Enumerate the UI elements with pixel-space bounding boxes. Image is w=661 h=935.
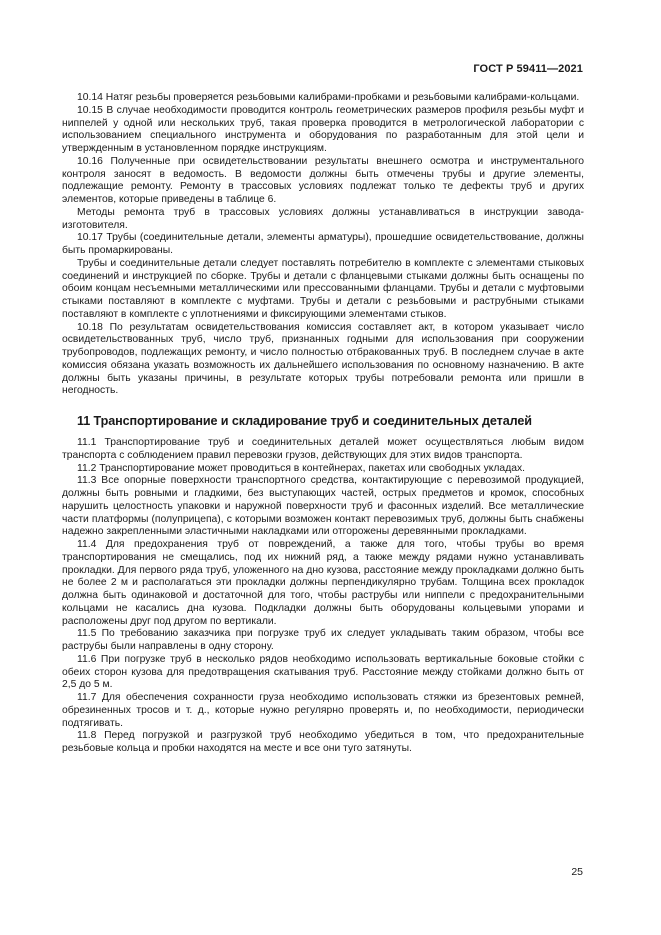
paragraph-11-7: 11.7 Для обеспечения сохранности груза необходимо использовать стяжки из брезентовых ремней, обрезиненных тросов и т. д., которые нужно регулярно проверять и, по необходимости, периодически подтягивать. <box>62 692 584 729</box>
paragraph-11-5: 11.5 По требованию заказчика при погрузке труб их следует укладывать таким образом, чтобы все раструбы были направлены в одну сторону. <box>62 628 584 652</box>
section-11-title: 11 Транспортирование и складирование труб и соединительных деталей <box>77 414 532 428</box>
paragraph-11-4: 11.4 Для предохранения труб от повреждений, а также для того, чтобы трубы во время транспортирования не смещались, под их нижний ряд, а также между рядами нужно устанавливать прокладки. Для первого ряда труб, уложенного на дно кузова, расстояние между прокладками должно быть не более 2 м и располагаться эти прокладки должны перпендикулярно трубам. Толщина всех прокладок должна быть одинаковой и достаточной для того, чтобы раструбы или ниппели с предохранительными кольцами не касались дна кузова. Подкладки должны быть оборудованы кольцевыми упорами и расположены друг под другом по вертикали. <box>62 539 584 627</box>
paragraph-11-2: 11.2 Транспортирование может проводиться в контейнерах, пакетах или свободных укладах. <box>77 462 526 474</box>
document-code: ГОСТ Р 59411—2021 <box>473 63 583 75</box>
paragraph-10-18: 10.18 По результатам освидетельствования комиссия составляет акт, в котором указывает число освидетельствованных труб, число труб, признанных годными для использования при сооружении трубопроводов, подлежащих ремонту, и число полностью отбракованных труб. В последнем случае в акте комиссия обязана указать возможность их дальнейшего использования по основному назначению. В акте должны быть указаны причины, в результате которых трубы потребовали ремонта или пришли в негодность. <box>62 321 584 397</box>
paragraph-11-8: 11.8 Перед погрузкой и разгрузкой труб необходимо убедиться в том, что предохранительные резьбовые кольца и пробки находятся на месте и все они туго затянуты. <box>62 730 584 754</box>
paragraph-10-14: 10.14 Натяг резьбы проверяется резьбовыми калибрами-пробками и резьбовыми калибрами-кольцами. <box>77 92 580 103</box>
page-number: 25 <box>571 866 583 878</box>
paragraph-11-6: 11.6 При погрузке труб в несколько рядов необходимо использовать вертикальные боковые стойки с обеих сторон кузова для предотвращения скатывания труб. Расстояние между стойками должно быть от 2,5 до 5 м. <box>62 653 584 691</box>
page-body <box>62 92 584 756</box>
paragraph-11-3: 11.3 Все опорные поверхности транспортного средства, контактирующие с перевозимой продукцией, должны быть ровными и гладкими, без выступающих частей, острых предметов и кромок, способных нарушить целостность упаковки и наружной поверхности труб и фасонных изделий. Все металлические части платформы (полуприцепа), с которыми возможен контакт перевозимых труб, должны быть снабжены надежно закрепленными эластичными накладками или отгорожены деревянными прокладками. <box>62 475 584 538</box>
paragraph-repair-methods: Методы ремонта труб в трассовых условиях должны устанавливаться в инструкции завода-изготовителя. <box>62 206 584 231</box>
paragraph-10-15: 10.15 В случае необходимости проводится контроль геометрических размеров профиля резьбы муфт и ниппелей у одной или нескольких труб, такая проверка проводится в метрологической лаборатории с использованием специального инструмента и оборудования по разработанным для этой цели и утвержденным в установленном порядке инструкциям. <box>62 104 584 154</box>
paragraph-10-16: 10.16 Полученные при освидетельствовании результаты внешнего осмотра и инструментального контроля заносят в ведомость. В ведомости должны быть отмечены трубы и другие элементы, подлежащие ремонту. Ремонту в трассовых условиях подлежат только те дефекты труб и других элементов, которые приведены в таблице 6. <box>62 155 584 205</box>
paragraph-supply-kit: Трубы и соединительные детали следует поставлять потребителю в комплекте с элементами стыковых соединений и инструкцией по сборке. Трубы и детали с фланцевыми стыками должны быть оснащены по обоим концам несъемными металлическими или прессованными фланцами. Трубы и детали с муфтовыми стыками поставляют в комплекте с муфтами. Трубы и детали с резьбовыми и раструбными стыками поставляют в комплекте с уплотнениями и фиксирующими элементами стыков. <box>62 257 584 320</box>
paragraph-10-17: 10.17 Трубы (соединительные детали, элементы арматуры), прошедшие освидетельствование, должны быть промаркированы. <box>62 232 584 256</box>
paragraph-11-1: 11.1 Транспортирование труб и соединительных деталей может осуществляться любым видом транспорта с соблюдением правил перевозки грузов, действующих для этих видов транспорта. <box>62 437 584 461</box>
